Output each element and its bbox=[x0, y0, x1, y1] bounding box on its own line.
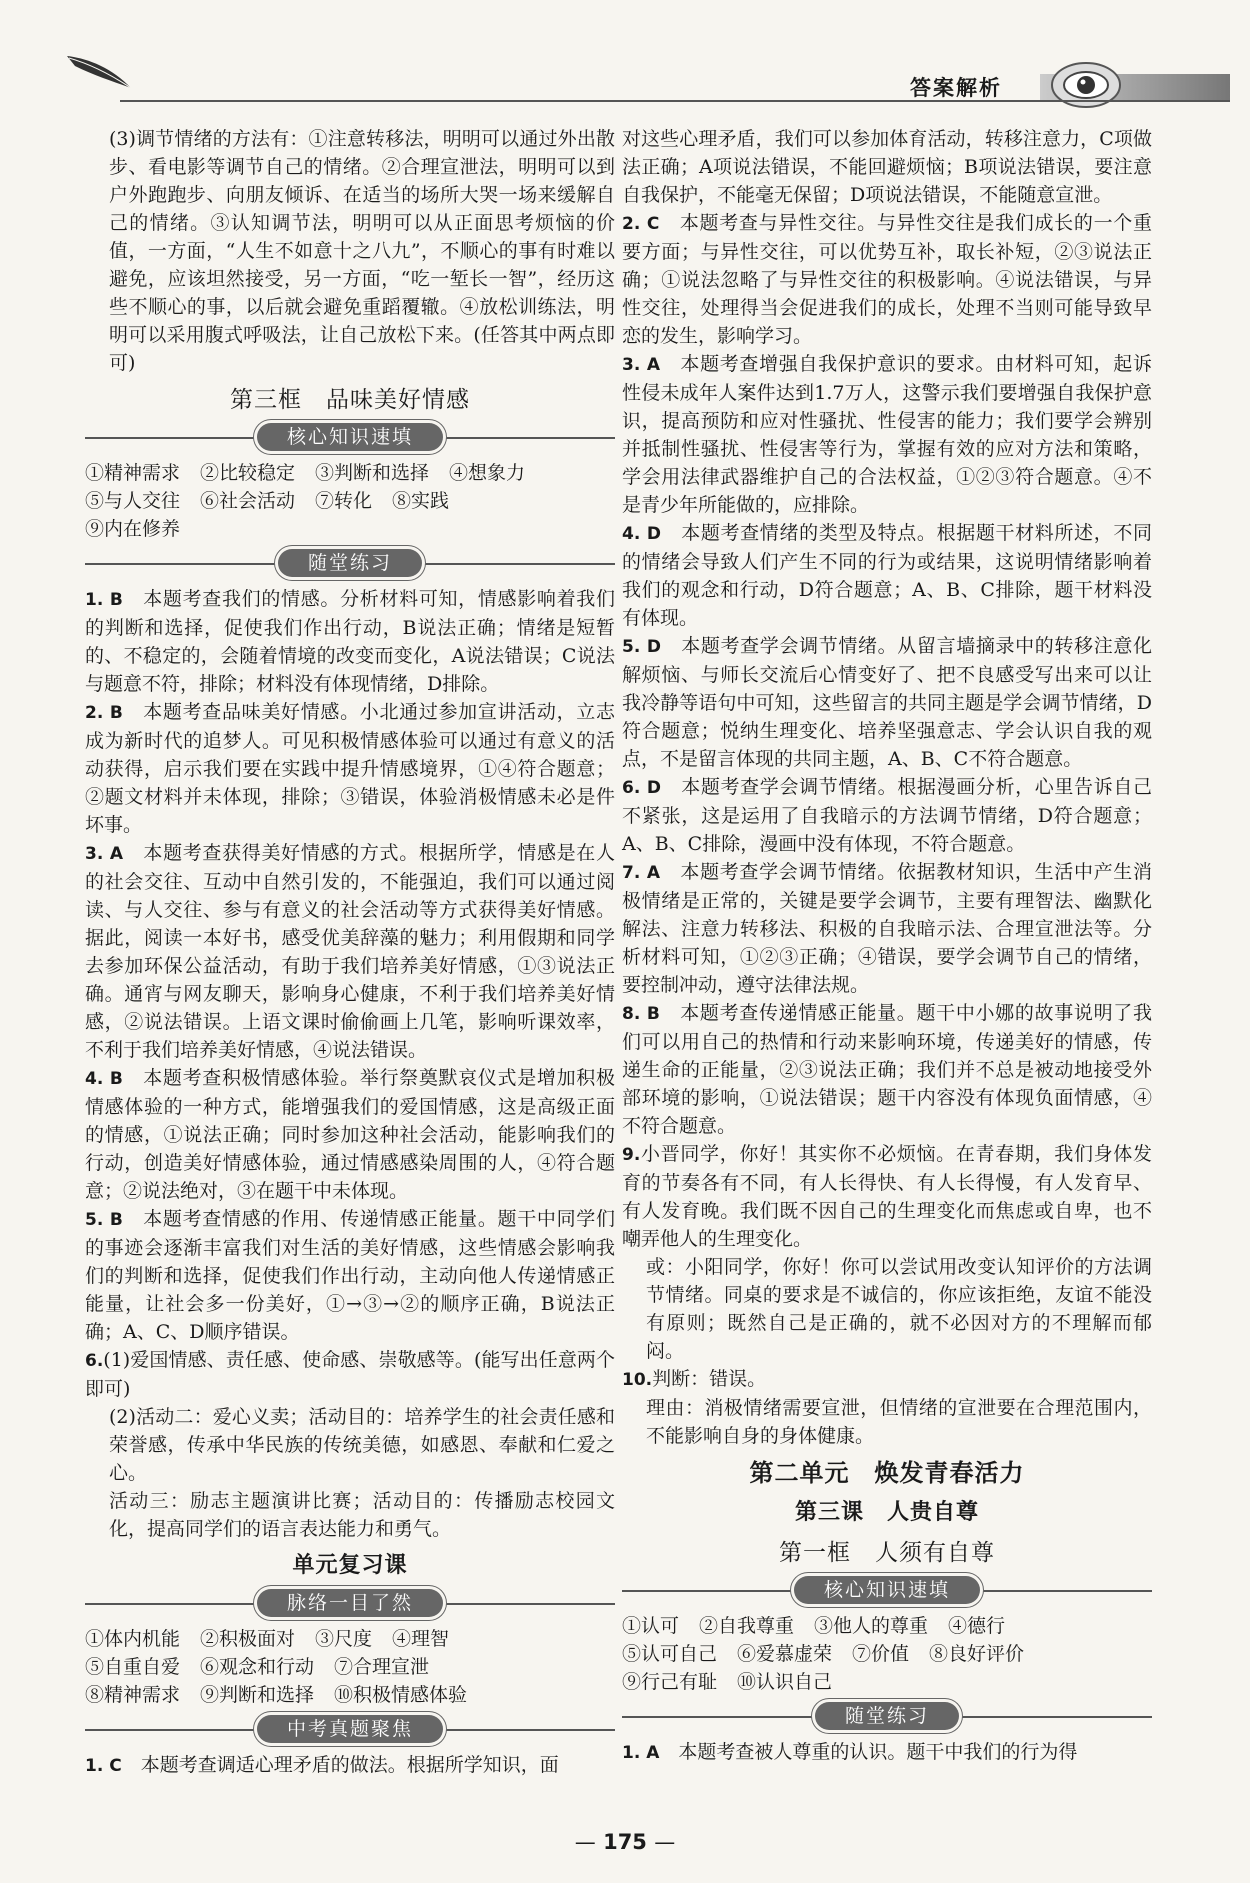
header-rule bbox=[120, 100, 1230, 102]
continued-paragraph: 对这些心理矛盾，我们可以参加体育活动，转移注意力，C项做法正确；A项说法错误，不能回避烦恼；B项说法错误，要注意自我保护，不能毫无保留；D项说法错误，不能随意宣泄。 bbox=[622, 128, 1152, 206]
answer-number: 7. A bbox=[622, 863, 661, 883]
answer-number: 2. C bbox=[622, 214, 660, 234]
kp-item: ⑥社会活动 bbox=[200, 490, 296, 512]
unit-title: 第二单元 焕发青春活力 bbox=[749, 1459, 1025, 1487]
mind-item: ①体内机能 bbox=[85, 1628, 181, 1650]
kp-item: ⑨内在修养 bbox=[85, 518, 181, 540]
answer-item bbox=[85, 698, 615, 839]
mind-item: ⑧精神需求 bbox=[85, 1684, 181, 1706]
answer-number: 4. D bbox=[622, 524, 661, 544]
answer-item bbox=[622, 632, 1152, 773]
answer-text: 本题考查调适心理矛盾的做法。根据所学知识，面 bbox=[140, 1754, 559, 1776]
exam-banner bbox=[85, 1715, 615, 1745]
answer-text: 本题考查被人尊重的认识。题干中我们的行为得 bbox=[678, 1741, 1078, 1763]
mind-item: ④理智 bbox=[392, 1628, 450, 1650]
kp-item: ④想象力 bbox=[449, 462, 526, 484]
answer-item-6 bbox=[85, 1346, 615, 1403]
answer-number: 3. A bbox=[622, 355, 661, 375]
answer-item-10 bbox=[622, 1365, 1152, 1394]
answer-item bbox=[622, 858, 1152, 999]
answer-number: 1. B bbox=[85, 590, 123, 610]
answer-number: 8. B bbox=[622, 1004, 660, 1024]
mind-banner-label: 脉络一目了然 bbox=[257, 1589, 443, 1617]
answer-text: 本题考查学会调节情绪。根据漫画分析，心里告诉自己不紧张，这是运用了自我暗示的方法调节情绪，D符合题意；A、B、C排除，漫画中没有体现，不符合题意。 bbox=[622, 776, 1152, 855]
answer-item bbox=[622, 1738, 1152, 1767]
answer-item bbox=[622, 519, 1152, 632]
answer-number: 1. C bbox=[85, 1756, 122, 1776]
answer-text: 小晋同学，你好！其实你不必烦恼。在青春期，我们身体发育的节奏各有不同，有人长得快、有人长得慢，有人发育早、有人发育晚。我们既不因自己的生理变化而焦虑或自卑，也不嘲弄他人的生理变化。 bbox=[622, 1143, 1152, 1250]
answer-item bbox=[622, 350, 1152, 519]
page-footer: — 175 — bbox=[574, 1830, 676, 1854]
answer-item bbox=[622, 999, 1152, 1140]
answer-item bbox=[85, 839, 615, 1064]
mind-item: ⑦合理宣泄 bbox=[334, 1656, 430, 1678]
answer-item bbox=[85, 1064, 615, 1205]
frame-title: 第一框 人须有自尊 bbox=[779, 1540, 995, 1566]
answer-number: 6. bbox=[85, 1351, 104, 1371]
lesson-title-right: 第三课 人贵自尊 bbox=[794, 1500, 979, 1525]
answer-item bbox=[85, 585, 615, 698]
answer-number: 6. D bbox=[622, 778, 661, 798]
kp-banner-label: 核心知识速填 bbox=[257, 423, 443, 451]
answer-item bbox=[622, 209, 1152, 350]
practice-banner-right-label: 随堂练习 bbox=[815, 1702, 959, 1730]
header-title: 答案解析 bbox=[910, 76, 1002, 100]
answer-text: 本题考查情感的作用、传递情感正能量。题干中同学们的事迹会逐渐丰富我们对生活的美好情感，这些情感会影响我们的判断和选择，促使我们作出行动，主动向他人传递情感正能量，让社会多一份美好，①→③→②的顺序正确，B说法正确；A、C、D顺序错误。 bbox=[85, 1208, 615, 1343]
answer-text: 判断：错误。 bbox=[652, 1368, 767, 1390]
kp-item: ③判断和选择 bbox=[315, 462, 430, 484]
kp-list bbox=[85, 459, 615, 543]
mind-banner bbox=[85, 1589, 615, 1619]
answer-number: 4. B bbox=[85, 1069, 123, 1089]
answer-text: 本题考查情绪的类型及特点。根据题干材料所述，不同的情绪会导致人们产生不同的行为或结果，这说明情绪影响着我们的观念和行动，D符合题意；A、B、C排除，题干材料没有体现。 bbox=[622, 522, 1152, 629]
kp-banner-right bbox=[622, 1576, 1152, 1606]
intro-paragraph: (3)调节情绪的方法有：①注意转移法，明明可以通过外出散步、看电影等调节自己的情绪。②合理宣泄法，明明可以到户外跑跑步、向朋友倾诉、在适当的场所大哭一场来缓解自己的情绪。③认知调节法，明明可以从正面思考烦恼的价值，一方面，“人生不如意十之八九”，不顺心的事有时难以避免，应该坦然接受，另一方面，“吃一堑长一智”，经历这些不顺心的事，以后就会避免重蹈覆辙。④放松训练法，明明可以采用腹式呼吸法，让自己放松下来。(任答其中两点即可) bbox=[109, 128, 615, 374]
practice-banner-label: 随堂练习 bbox=[278, 549, 422, 577]
kp-item: ⑧良好评价 bbox=[929, 1643, 1025, 1665]
kp-item: ⑤认可自己 bbox=[622, 1643, 718, 1665]
answer-number: 1. A bbox=[622, 1743, 660, 1763]
kp-item: ⑨行己有耻 bbox=[622, 1671, 718, 1693]
kp-item: ④德行 bbox=[948, 1615, 1006, 1637]
mind-item: ②积极面对 bbox=[200, 1628, 296, 1650]
practice-banner bbox=[85, 549, 615, 579]
mind-item: ⑥观念和行动 bbox=[200, 1656, 315, 1678]
exam-banner-label: 中考真题聚焦 bbox=[257, 1715, 443, 1743]
answer-item bbox=[85, 1751, 615, 1780]
answer-text: 本题考查学会调节情绪。依据教材知识，生活中产生消极情绪是正常的，关键是要学会调节，主要有理智法、幽默化解法、注意力转移法、积极的自我暗示法、合理宣泄法等。分析材料可知，①②③正确；④错误，要学会调节自己的情绪，要控制冲动，遵守法律法规。 bbox=[622, 861, 1152, 996]
page-header bbox=[0, 0, 1250, 120]
kp-item: ⑧实践 bbox=[392, 490, 450, 512]
answer-text: (1)爱国情感、责任感、使命感、崇敬感等。(能写出任意两个即可) bbox=[85, 1349, 615, 1400]
answer-item bbox=[622, 773, 1152, 858]
answer-text: 本题考查积极情感体验。举行祭奠默哀仪式是增加积极情感体验的一种方式，能增强我们的爱国情感，这是高级正面的情感，①说法正确；同时参加这种社会活动，能影响我们的行动，创造美好情感体验，通过情感感染周围的人，④符合题意；②说法绝对，③在题干中未体现。 bbox=[85, 1067, 615, 1202]
answer-text: 本题考查与异性交往。与异性交往是我们成长的一个重要方面；与异性交往，可以优势互补，取长补短，②③说法正确；①说法忽略了与异性交往的积极影响。④说法错误，与异性交往，处理得当会促进我们的成长，处理不当则可能导致早恋的发生，影响学习。 bbox=[622, 212, 1152, 347]
answer-number: 10. bbox=[622, 1370, 653, 1390]
kp-item: ⑩认识自己 bbox=[737, 1671, 833, 1693]
left-column bbox=[85, 125, 615, 1780]
kp-item: ②自我尊重 bbox=[699, 1615, 795, 1637]
quill-icon bbox=[65, 52, 135, 92]
answer-number: 5. D bbox=[622, 637, 661, 657]
kp-item: ①认可 bbox=[622, 1615, 680, 1637]
mind-item: ⑤自重自爱 bbox=[85, 1656, 181, 1678]
answer-10-reason: 理由：消极情绪需要宣泄，但情绪的宣泄要在合理范围内，不能影响自身的身体健康。 bbox=[646, 1397, 1152, 1447]
practice-banner-right bbox=[622, 1702, 1152, 1732]
answer-number: 5. B bbox=[85, 1210, 123, 1230]
kp-item: ①精神需求 bbox=[85, 462, 181, 484]
mind-item: ⑩积极情感体验 bbox=[334, 1684, 468, 1706]
answer-9-alt: 或：小阳同学，你好！你可以尝试用改变认知评价的方法调节情绪。同桌的要求是不诚信的，你应该拒绝，友谊不能没有原则；既然自己是正确的，就不必因对方的不理解而郁闷。 bbox=[646, 1256, 1152, 1362]
answer-text: 本题考查增强自我保护意识的要求。由材料可知，起诉性侵未成年人案件达到1.7万人，这警示我们要增强自我保护意识，提高预防和应对性骚扰、性侵害的能力；我们要学会辨别并抵制性骚扰、性侵害等行为，掌握有效的应对方法和策略，学会用法律武器维护自己的合法权益，①②③符合题意。④不是青少年所能做的，应排除。 bbox=[622, 353, 1152, 516]
answer-item bbox=[85, 1205, 615, 1346]
kp-item: ⑦转化 bbox=[315, 490, 373, 512]
kp-item: ②比较稳定 bbox=[200, 462, 296, 484]
mind-item: ⑨判断和选择 bbox=[200, 1684, 315, 1706]
eye-logo-icon bbox=[1050, 60, 1122, 110]
answer-text: 本题考查品味美好情感。小北通过参加宣讲活动，立志成为新时代的追梦人。可见积极情感体验可以通过有意义的活动获得，启示我们要在实践中提升情感境界，①④符合题意；②题文材料并未体现，排除；③错误，体验消极情感未必是件坏事。 bbox=[85, 701, 615, 836]
mind-item: ③尺度 bbox=[315, 1628, 373, 1650]
answer-text: 本题考查我们的情感。分析材料可知，情感影响着我们的判断和选择，促使我们作出行动，B说法正确；情绪是短暂的、不稳定的，会随着情境的改变而变化，A说法错误；C说法与题意不符，排除；材料没有体现情绪，D排除。 bbox=[85, 588, 615, 695]
kp-item: ⑦价值 bbox=[852, 1643, 910, 1665]
answer-text: 本题考查获得美好情感的方式。根据所学，情感是在人的社会交往、互动中自然引发的，不能强迫，我们可以通过阅读、与人交往、参与有意义的社会活动等方式获得美好情感。据此，阅读一本好书，感受优美辞藻的魅力；利用假期和同学去参加环保公益活动，有助于我们培养美好情感，①③说法正确。通宵与网友聊天，影响身心健康，不利于我们培养美好情感，②说法错误。上语文课时偷偷画上几笔，影响听课效率，不利于我们培养美好情感，④说法错误。 bbox=[85, 842, 615, 1061]
kp-banner bbox=[85, 423, 615, 453]
kp-banner-right-label: 核心知识速填 bbox=[794, 1576, 980, 1604]
right-column bbox=[622, 125, 1152, 1767]
lesson-title: 第三框 品味美好情感 bbox=[230, 387, 470, 413]
kp-item: ⑤与人交往 bbox=[85, 490, 181, 512]
review-title: 单元复习课 bbox=[292, 1553, 408, 1578]
answer-text: 本题考查传递情感正能量。题干中小娜的故事说明了我们可以用自己的热情和行动来影响环境，传递美好的情感，传递生命的正能量，②③说法正确；我们并不总是被动地接受外部环境的影响，①说法错误；题干内容没有体现负面情感，④不符合题意。 bbox=[622, 1002, 1152, 1137]
answer-item bbox=[622, 1140, 1152, 1253]
answer-text: 本题考查学会调节情绪。从留言墙摘录中的转移注意化解烦恼、与师长交流后心情变好了、把不良感受写出来可以让我冷静等语句中可知，这些留言的共同主题是学会调节情绪，D符合题意；悦纳生理变化、培养坚强意志、学会认识自我的观点，不是留言体现的共同主题，A、B、C不符合题意。 bbox=[622, 635, 1152, 770]
kp-item: ⑥爱慕虚荣 bbox=[737, 1643, 833, 1665]
answer-6-part3: 活动三：励志主题演讲比赛；活动目的：传播励志校园文化，提高同学们的语言表达能力和勇气。 bbox=[109, 1490, 615, 1540]
answer-number: 3. A bbox=[85, 844, 124, 864]
mind-list bbox=[85, 1625, 615, 1709]
answer-number: 2. B bbox=[85, 703, 123, 723]
answer-6-part2: (2)活动二：爱心义卖；活动目的：培养学生的社会责任感和荣誉感，传承中华民族的传统美德，如感恩、奉献和仁爱之心。 bbox=[109, 1406, 615, 1484]
page-number: 175 bbox=[603, 1830, 647, 1854]
answer-number: 9. bbox=[622, 1145, 641, 1165]
kp-item: ③他人的尊重 bbox=[814, 1615, 929, 1637]
kp-list-right bbox=[622, 1612, 1152, 1696]
